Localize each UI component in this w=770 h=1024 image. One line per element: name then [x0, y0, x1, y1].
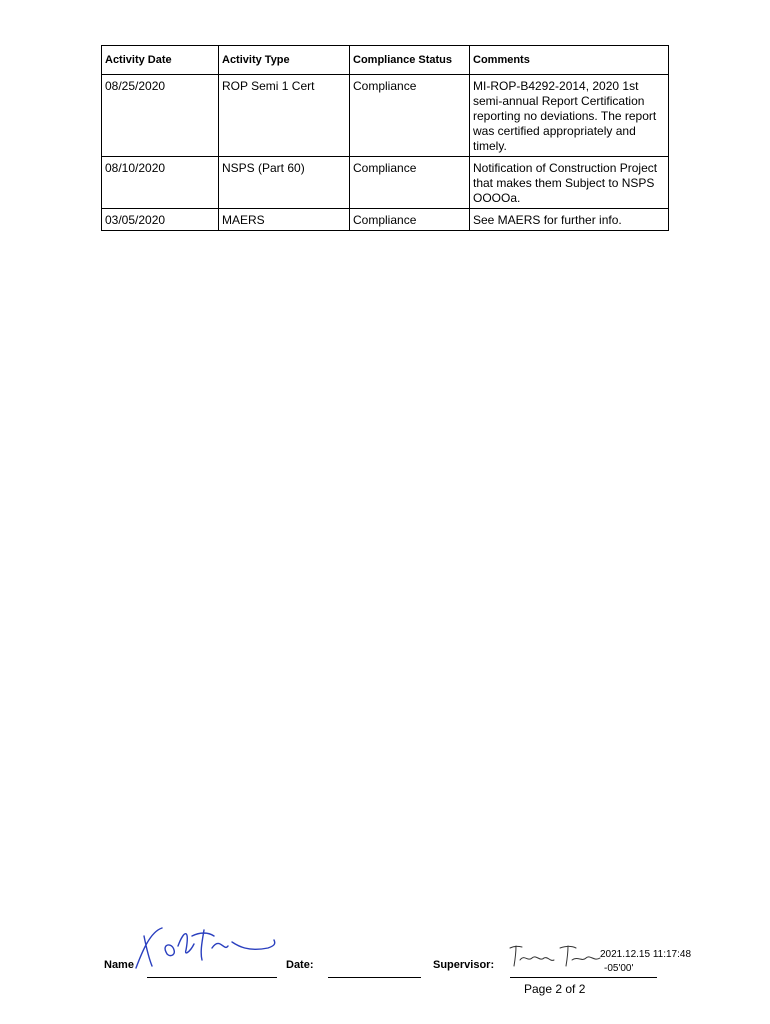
table-header-row [102, 46, 669, 75]
cell-comments: See MAERS for further info. [470, 209, 669, 231]
table-row [102, 209, 669, 231]
signature-timestamp: 2021.12.15 11:17:48 [600, 949, 692, 960]
table-row [102, 157, 669, 209]
header-activity-date: Activity Date [102, 46, 219, 75]
header-activity-type: Activity Type [219, 46, 350, 75]
date-label: Date: [286, 959, 314, 971]
cell-activity-type: MAERS [219, 209, 350, 231]
cell-activity-date: 08/10/2020 [102, 157, 219, 209]
signature-timezone: -05'00' [604, 963, 634, 974]
name-line [147, 977, 277, 978]
cell-compliance-status: Compliance [350, 75, 470, 157]
header-compliance-status: Compliance Status [350, 46, 470, 75]
header-comments: Comments [470, 46, 669, 75]
cell-comments: MI-ROP-B4292-2014, 2020 1st semi-annual Report Certification reporting no deviations. The report was certified appropriately and timely. [470, 75, 669, 157]
cell-compliance-status: Compliance [350, 209, 470, 231]
cell-comments: Notification of Construction Project that makes them Subject to NSPS OOOOa. [470, 157, 669, 209]
cell-activity-type: ROP Semi 1 Cert [219, 75, 350, 157]
page-number: Page 2 of 2 [524, 982, 586, 996]
cell-activity-type: NSPS (Part 60) [219, 157, 350, 209]
activity-table [101, 45, 669, 231]
supervisor-line [510, 977, 657, 978]
name-signature [128, 922, 280, 974]
cell-activity-date: 08/25/2020 [102, 75, 219, 157]
table-row [102, 75, 669, 157]
date-line [328, 977, 421, 978]
cell-activity-date: 03/05/2020 [102, 209, 219, 231]
name-label: Name [104, 959, 134, 971]
supervisor-label: Supervisor: [433, 959, 495, 971]
cell-compliance-status: Compliance [350, 157, 470, 209]
supervisor-signature [506, 942, 602, 970]
